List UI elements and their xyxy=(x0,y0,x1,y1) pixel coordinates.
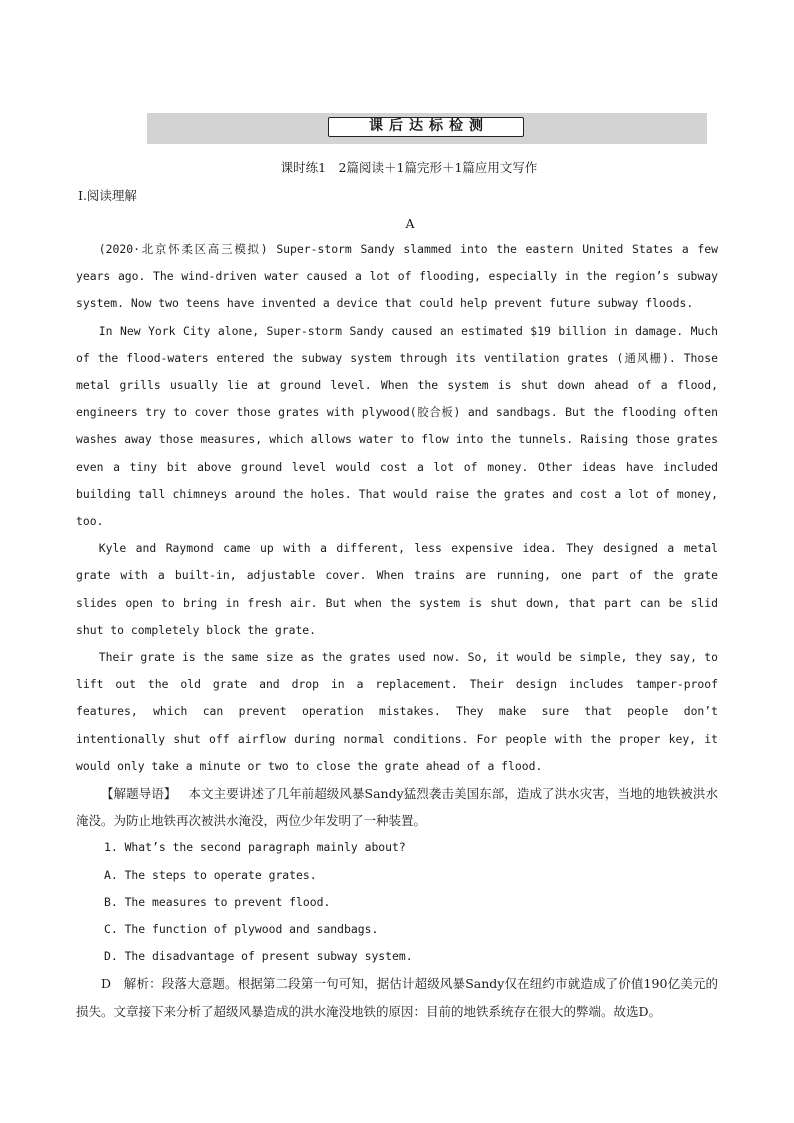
option-b: B. The measures to prevent flood. xyxy=(104,894,331,909)
option-a: A. The steps to operate grates. xyxy=(104,867,317,882)
option-d: D. The disadvantage of present subway system. xyxy=(104,949,413,964)
passage-paragraph-1: (2020·北京怀柔区高三模拟) Super-storm Sandy slammed into the eastern United States a few years ago. The wind-driven water caused a lot of flooding, especially in the region’s subway system. Now two teens have invented a device that could help prevent future subway floods. xyxy=(76,242,718,311)
document-body xyxy=(76,236,718,1025)
passage-paragraph-3: Kyle and Raymond came up with a different, less expensive idea. They designed a metal grate with a built-in, adjustable cover. When trains are running, one part of the grate slides open to bring in fresh air. But when the system is shut down, that part can be slid shut to completely block the grate. xyxy=(76,541,718,637)
passage-letter: A xyxy=(405,216,415,231)
banner-title: 课后达标检测 xyxy=(328,117,524,137)
passage-paragraph-4: Their grate is the same size as the grates used now. So, it would be simple, they say, to lift out the old grate and drop in a replacement. Their design includes tamper-proof features, which can prevent operation mistakes. They make sure that people don’t intentionally shut off airflow during normal conditions. For people with the proper key, it would only take a minute or two to close the grate ahead of a flood. xyxy=(76,650,718,773)
guide-label: 【解题导语】 xyxy=(101,786,177,802)
lesson-subtitle: 课时练1 2篇阅读＋1篇完形＋1篇应用文写作 xyxy=(280,160,538,175)
question-stem: 1. What’s the second paragraph mainly about? xyxy=(104,840,406,855)
option-c: C. The function of plywood and sandbags. xyxy=(104,922,379,937)
guide-text: 本文主要讲述了几年前超级风暴Sandy猛烈袭击美国东部，造成了洪水灾害，当地的地铁被洪水淹没。为防止地铁再次被洪水淹没，两位少年发明了一种装置。 xyxy=(76,786,718,829)
passage-paragraph-2: In New York City alone, Super-storm Sandy caused an estimated $19 billion in damage. Much of the flood-waters entered the subway system through its ventilation grates (通风栅). Those metal grills usually lie at ground level. When the system is shut down ahead of a flood, engineers try to cover those grates with plywood(胶合板) and sandbags. But the flooding often washes away those measures, which allows water to flow into the tunnels. Raising those grates even a tiny bit above ground level would cost a lot of money. Other ideas have included building tall chimneys around the holes. That would raise the grates and cost a lot of money, too. xyxy=(76,323,718,529)
answer-explanation: D 解析：段落大意题。根据第二段第一句可知，据估计超级风暴Sandy仅在纽约市就造成了价值190亿美元的损失。文章接下来分析了超级风暴造成的洪水淹没地铁的原因：目前的地铁系统存在很大的弊端。故选D。 xyxy=(76,976,718,1019)
guide-paragraph xyxy=(76,780,718,834)
section-heading: Ⅰ.阅读理解 xyxy=(78,188,137,203)
header-banner xyxy=(147,113,707,144)
